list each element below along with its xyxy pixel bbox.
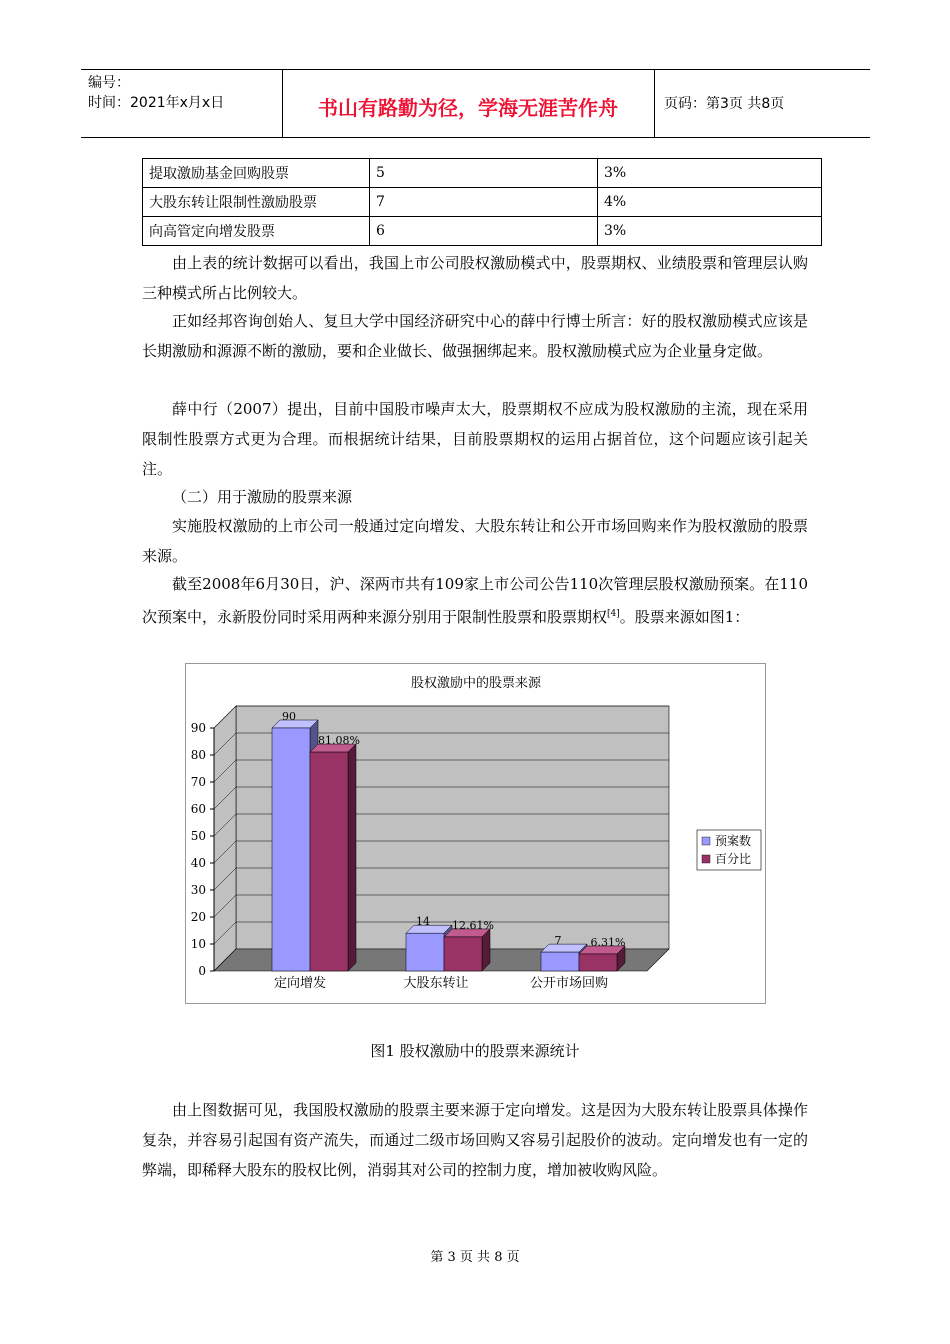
legend-label: 预案数: [715, 834, 752, 848]
data-label: 7: [554, 934, 562, 948]
data-label: 14: [416, 915, 430, 929]
chart-side-wall: [214, 706, 236, 971]
y-tick-label: 60: [190, 802, 206, 816]
table-cell: 大股东转让限制性激励股票: [143, 188, 370, 217]
x-axis-labels: [274, 975, 608, 991]
paragraph-1: 由上表的统计数据可以看出，我国上市公司股权激励模式中，股票期权、业绩股票和管理层认购三种模式所占比例较大。: [142, 254, 808, 302]
reference-mark: [4]: [607, 609, 620, 619]
y-tick-label: 80: [190, 748, 206, 762]
date-label: 时间：2021年x月x日: [88, 95, 225, 111]
x-tick-label: 公开市场回购: [529, 976, 609, 991]
paragraph-4: 实施股权激励的上市公司一般通过定向增发、大股东转让和公开市场回购来作为股权激励的股票来源。: [142, 517, 808, 565]
paragraph-2: 正如经邦咨询创始人、复旦大学中国经济研究中心的薛中行博士所言：好的股权激励模式应该是长期激励和源源不断的激励，要和企业做长、做强捆绑起来。股权激励模式应为企业量身定做。: [142, 312, 808, 360]
bar: [444, 937, 482, 971]
table-cell: 向高管定向增发股票: [143, 217, 370, 246]
chart-frame: [185, 663, 766, 1004]
y-tick-label: 90: [190, 721, 206, 735]
legend-swatch: [702, 855, 710, 863]
table-cell: 3%: [598, 217, 822, 246]
paragraph-3: 薛中行（2007）提出，目前中国股市噪声太大，股票期权不应成为股权激励的主流，现在采用限制性股票方式更为合理。而根据统计结果，目前股票期权的运用占据首位，这个问题应该引起关注。: [142, 400, 808, 478]
data-label: 12.61%: [452, 918, 494, 932]
y-tick-label: 30: [190, 883, 206, 897]
paragraph-5: [142, 569, 808, 632]
header-page-cell: [654, 70, 870, 137]
table-cell: 3%: [598, 159, 822, 188]
page-footer: 第 3 页 共 8 页: [430, 1250, 520, 1265]
stock-source-chart: [186, 664, 765, 1003]
legend-label: 百分比: [715, 852, 752, 866]
paragraph-6: 由上图数据可见，我国股权激励的股票主要来源于定向增发。这是因为大股东转让股票具体操作复杂，并容易引起国有资产流失，而通过二级市场回购又容易引起股价的波动。定向增发也有一定的弊端，即稀释大股东的股权比例，消弱其对公司的控制力度，增加被收购风险。: [142, 1101, 808, 1179]
data-label: 81.08%: [318, 734, 360, 748]
y-tick-label: 0: [198, 964, 206, 978]
bar: [579, 954, 617, 971]
x-tick-label: 定向增发: [273, 976, 327, 991]
figure-caption: 图1 股权激励中的股票来源统计: [370, 1042, 580, 1060]
y-tick-label: 20: [190, 910, 206, 924]
incentive-mode-table: [142, 158, 822, 246]
bar: [406, 933, 444, 971]
paragraph-5-text-a: 截至2008年6月30日，沪、深两市共有109家上市公司公告110次管理层股权激励预案。在110次预案中，永新股份同时采用两种来源分别用于限制性股票和股票期权: [142, 575, 808, 626]
chart-title: 股权激励中的股票来源: [410, 676, 542, 691]
document-header: [81, 69, 870, 138]
motto-text: 书山有路勤为径，学海无涯苦作舟: [318, 96, 618, 120]
bar: [541, 952, 579, 971]
paragraph-5-text-b: 。股票来源如图1：: [619, 608, 750, 626]
bar: [272, 728, 310, 971]
header-motto-cell: [282, 70, 655, 137]
y-tick-label: 10: [190, 937, 206, 951]
header-left-cell: [81, 70, 283, 137]
chart-legend: [697, 830, 761, 870]
page-number-label: 页码：第3页 共8页: [664, 96, 785, 112]
x-tick-label: 大股东转让: [403, 976, 469, 991]
y-axis-ticks: [191, 721, 214, 978]
legend-swatch: [702, 837, 710, 845]
table-cell: 6: [370, 217, 598, 246]
y-tick-label: 50: [190, 829, 206, 843]
y-tick-label: 40: [190, 856, 206, 870]
y-tick-label: 70: [190, 775, 206, 789]
bar-side: [348, 744, 356, 971]
table-cell: 7: [370, 188, 598, 217]
bar: [310, 752, 348, 971]
section-title: （二）用于激励的股票来源: [172, 488, 353, 506]
table-cell: 提取激励基金回购股票: [143, 159, 370, 188]
data-label: 90: [282, 710, 296, 723]
table-row: [143, 159, 822, 188]
table-row: [143, 217, 822, 246]
number-label: 编号：: [88, 75, 130, 91]
table-cell: 4%: [598, 188, 822, 217]
table-cell: 5: [370, 159, 598, 188]
table-row: [143, 188, 822, 217]
data-label: 6.31%: [590, 935, 626, 949]
